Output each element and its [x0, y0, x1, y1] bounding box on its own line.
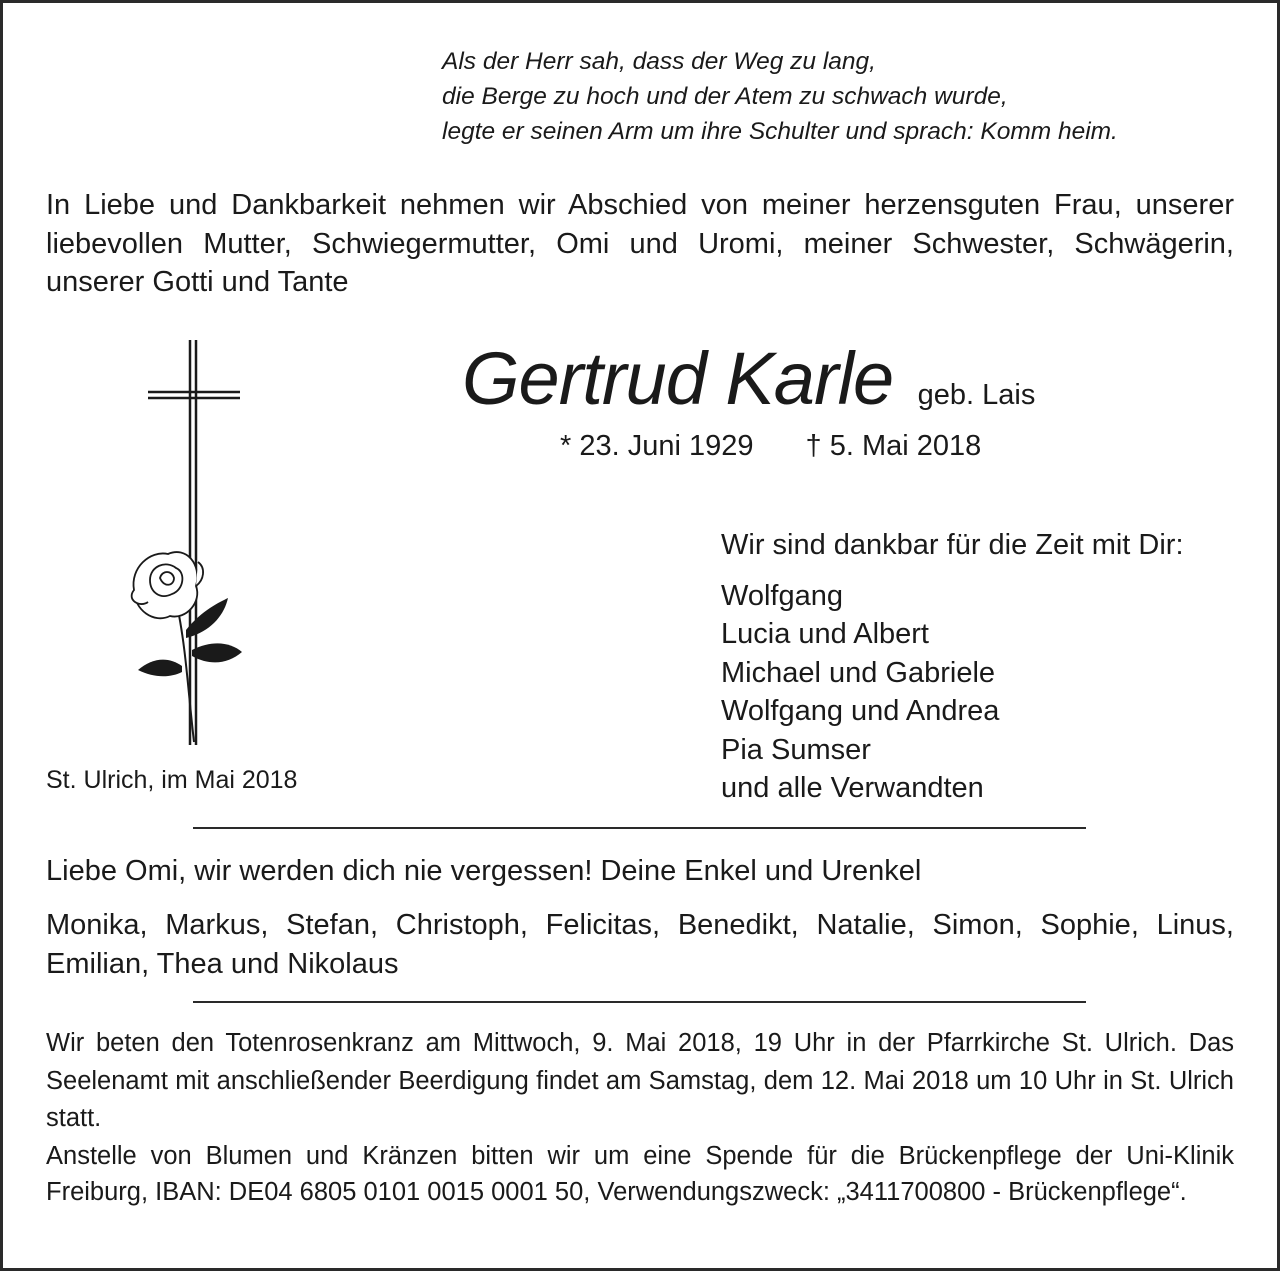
poem-line-1: Als der Herr sah, dass der Weg zu lang, — [442, 48, 876, 75]
mourners-heading: Wir sind dankbar für die Zeit mit Dir: — [721, 529, 1184, 561]
mourners-list — [721, 526, 1184, 808]
cross-with-rose-icon — [120, 340, 250, 750]
mourner-name: und alle Verwandten — [721, 772, 984, 804]
mourner-name: Michael und Gabriele — [721, 656, 996, 689]
mourner-name: Lucia und Albert — [721, 618, 929, 650]
deceased-name: Gertrud Karle — [462, 337, 894, 420]
poem-line-2: die Berge zu hoch und der Atem zu schwach wurde, — [442, 83, 1008, 110]
intro-text: In Liebe und Dankbarkeit nehmen wir Abschied von meiner herzensguten Frau, unserer liebevollen Mutter, Schwiegermutter, Omi und Uromi, meiner Schwester, Schwägerin, unserer Gotti und Tante — [46, 189, 1234, 298]
deceased-name-line — [462, 336, 1035, 421]
birth-date: * 23. Juni 1929 — [560, 430, 754, 462]
mourner-name: Wolfgang und Andrea — [721, 695, 1000, 727]
service-paragraph-donation: Anstelle von Blumen und Kränzen bitten wir um eine Spende für die Brückenpflege der Uni-Klinik Freiburg, IBAN: DE04 6805 0101 0015 0001 50, Verwendungszweck: „3411700800 - Brückenpflege“. — [46, 1141, 1234, 1206]
death-date: † 5. Mai 2018 — [805, 430, 982, 462]
mourner-name: Wolfgang — [721, 579, 843, 612]
divider-2 — [193, 1001, 1086, 1003]
grandchildren-heading: Liebe Omi, wir werden dich nie vergessen! Deine Enkel und Urenkel — [46, 855, 922, 887]
mourner-name: Pia Sumser — [721, 733, 871, 766]
service-info — [46, 1025, 1234, 1210]
poem-line-3: legte er seinen Arm um ihre Schulter und sprach: Komm heim. — [442, 118, 1118, 145]
life-dates — [560, 430, 981, 463]
divider-1 — [193, 827, 1086, 829]
service-paragraph-rosary: Wir beten den Totenrosenkranz am Mittwoch, 9. Mai 2018, 19 Uhr in der Pfarrkirche St. Ulrich. Das Seelenamt mit anschließender Beerdigung findet am Samstag, dem 12. Mai 2018 um 10 Uhr in St. Ulrich statt. — [46, 1029, 1234, 1132]
maiden-name: geb. Lais — [917, 379, 1036, 411]
poem — [442, 44, 1242, 149]
place-date: St. Ulrich, im Mai 2018 — [46, 766, 298, 794]
grandchildren-names: Monika, Markus, Stefan, Christoph, Felicitas, Benedikt, Natalie, Simon, Sophie, Linus, Emilian, Thea und Nikolaus — [46, 909, 1234, 980]
